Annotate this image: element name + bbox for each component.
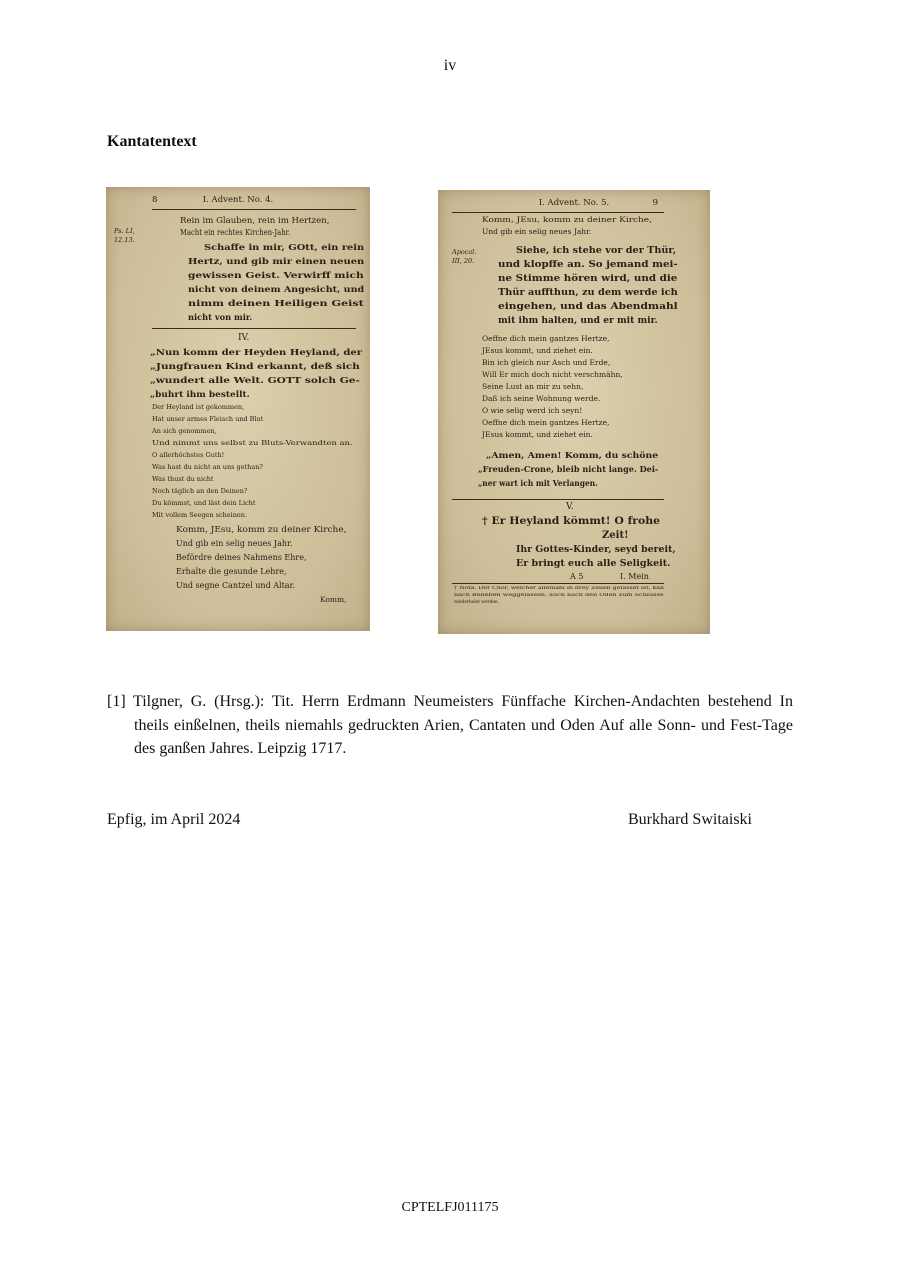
facsimile-line: Noch täglich an den Deinen? bbox=[152, 487, 248, 495]
facsimile-line: wiederholet werden. bbox=[454, 600, 500, 605]
signoff-author: Burkhard Switaiski bbox=[628, 811, 752, 828]
facsimile-line: IV. bbox=[238, 333, 250, 343]
facsimile-header bbox=[438, 198, 710, 210]
signoff-place-date: Epfig, im April 2024 bbox=[107, 811, 241, 828]
facsimile-line: Komm, JEsu, komm zu deiner Kirche, bbox=[176, 525, 347, 534]
facsimile-line: O allerhöchstes Guth! bbox=[152, 451, 225, 459]
facsimile-line: Seine Lust an mir zu sehn, bbox=[482, 382, 584, 391]
footnote-rule bbox=[452, 583, 664, 584]
facsimile-line: Mit vollem Seegen scheinen. bbox=[152, 511, 248, 519]
facsimile-line: Hat unser armes Fleisch und Blut bbox=[152, 415, 264, 423]
section-rule bbox=[452, 499, 664, 500]
facsimile-header-title: I. Advent. No. 4. bbox=[202, 195, 274, 205]
facsimile-line: Bin ich gleich nur Asch und Erde, bbox=[482, 358, 611, 367]
facsimile-line: † Nota. Der Chor, welcher allemahl in drey Zeilen gefasset ist, kan bbox=[454, 586, 665, 591]
facsimile-line: Er bringt euch alle Seligkeit. bbox=[516, 558, 671, 569]
facsimile-header-title: I. Advent. No. 5. bbox=[538, 198, 610, 208]
facsimile-line: Und gib ein selig neues Jahr. bbox=[482, 227, 592, 236]
header-rule bbox=[452, 212, 664, 213]
facsimile-line: † Er Heyland kömmt! O frohe bbox=[482, 516, 660, 527]
facsimile-line: JEsus kommt, und ziehet ein. bbox=[482, 346, 593, 355]
facsimile-line: Oeffne dich mein gantzes Hertze, bbox=[482, 418, 610, 427]
citation-text: Tilgner, G. (Hrsg.): Tit. Herrn Erdmann Neumeisters Fünffache Kirchen-Andachten bestehend In theils einßelnen, theils niemahls gedruckten Arien, Cantaten und Oden Auf alle Sonn- und Fest-Tage des ganßen Jahres. Leipzig 1717. bbox=[133, 693, 793, 757]
facsimile-line: Was thust du nicht bbox=[152, 475, 214, 483]
facsimile-line: nimm deinen Heiligen Geist bbox=[188, 299, 364, 309]
facsimile-line: Erhalte die gesunde Lehre, bbox=[176, 567, 287, 576]
header-rule bbox=[152, 209, 356, 210]
bibliography-entry bbox=[107, 690, 793, 761]
facsimile-line: Rein im Glauben, rein im Hertzen, bbox=[180, 216, 330, 225]
facsimile-line: I. Mein bbox=[620, 572, 649, 581]
section-rule bbox=[152, 328, 356, 329]
facsimile-line: O wie selig werd ich seyn! bbox=[482, 406, 583, 415]
facsimile-line: Will Er mich doch nicht verschmähn, bbox=[482, 370, 623, 379]
facsimile-line: nicht von deinem Angesicht, und bbox=[188, 285, 365, 295]
facsimile-line: Komm, bbox=[320, 595, 347, 604]
facsimile-line: „ner wart ich mit Verlangen. bbox=[478, 479, 598, 489]
facsimile-line: Thür auffthun, zu dem werde ich bbox=[498, 288, 678, 298]
facsimile-line: „Freuden-Crone, bleib nicht lange. Dei- bbox=[478, 465, 659, 475]
facsimile-line: V. bbox=[566, 502, 574, 512]
margin-note: Apocal. III, 20. bbox=[452, 248, 477, 266]
facsimile-line: Was hast du nicht an uns gethan? bbox=[152, 463, 263, 471]
facsimile-line: Und nimmt uns selbst zu Bluts-Verwandten an. bbox=[152, 439, 353, 447]
facsimile-line: Macht ein rechtes Kirchen-Jahr. bbox=[180, 228, 291, 237]
facsimile-line: JEsus kommt, und ziehet ein. bbox=[482, 430, 593, 439]
facsimile-page-number: 9 bbox=[652, 198, 658, 208]
facsimile-line: Du kömmst, und läst dein Licht bbox=[152, 499, 256, 507]
citation-number: [1] bbox=[107, 693, 126, 710]
facsimile-page-right bbox=[438, 190, 710, 634]
facsimile-line: und klopffe an. So jemand mei- bbox=[498, 260, 678, 270]
facsimile-line: Ihr Gottes-Kinder, seyd bereit, bbox=[516, 544, 676, 555]
facsimile-line: Und segne Cantzel und Altar. bbox=[176, 581, 296, 590]
facsimile-header bbox=[106, 195, 370, 207]
margin-note: Ps. LI, 12.13. bbox=[114, 227, 135, 245]
facsimile-page-left bbox=[106, 187, 370, 631]
facsimile-line: „wundert alle Welt. GOTT solch Ge- bbox=[150, 376, 360, 386]
facsimile-line: gewissen Geist. Verwirff mich bbox=[188, 271, 364, 281]
facsimile-line: Zeit! bbox=[602, 530, 629, 541]
facsimile-line: ne Stimme hören wird, und die bbox=[498, 274, 678, 284]
facsimile-line: nach Belieben weggelassen, auch nach den Oden zum Schlusse bbox=[454, 593, 664, 598]
facsimile-line: Daß ich seine Wohnung werde. bbox=[482, 394, 601, 403]
facsimile-line: mit ihm halten, und er mit mir. bbox=[498, 316, 658, 326]
facsimile-line: „Jungfrauen Kind erkannt, deß sich bbox=[150, 362, 360, 372]
facsimile-line: nicht von mir. bbox=[188, 313, 253, 323]
footer-code: CPTELFJ011175 bbox=[401, 1200, 499, 1215]
facsimile-page-number: 8 bbox=[152, 195, 158, 205]
facsimile-line: Siehe, ich stehe vor der Thür, bbox=[516, 246, 677, 256]
page-number: iv bbox=[443, 57, 457, 74]
facsimile-line: Hertz, und gib mir einen neuen bbox=[188, 257, 365, 267]
facsimile-line: Befördre deines Nahmens Ehre, bbox=[176, 553, 307, 562]
facsimile-line: Schaffe in mir, GOtt, ein rein bbox=[204, 243, 365, 253]
facsimile-line: Der Heyland ist gekommen, bbox=[152, 403, 245, 411]
facsimile-line: Oeffne dich mein gantzes Hertze, bbox=[482, 334, 610, 343]
facsimile-line: A 5 bbox=[570, 572, 584, 581]
facsimile-line: An sich genommen, bbox=[152, 427, 217, 435]
facsimile-line: „Nun komm der Heyden Heyland, der bbox=[150, 348, 363, 358]
facsimile-line: Und gib ein selig neues Jahr. bbox=[176, 539, 293, 548]
facsimile-line: „buhrt ihm bestellt. bbox=[150, 390, 250, 400]
facsimile-line: „Amen, Amen! Komm, du schöne bbox=[486, 451, 659, 461]
facsimile-line: eingehen, und das Abendmahl bbox=[498, 302, 678, 312]
facsimile-line: Komm, JEsu, komm zu deiner Kirche, bbox=[482, 215, 652, 224]
section-title: Kantatentext bbox=[107, 133, 197, 150]
